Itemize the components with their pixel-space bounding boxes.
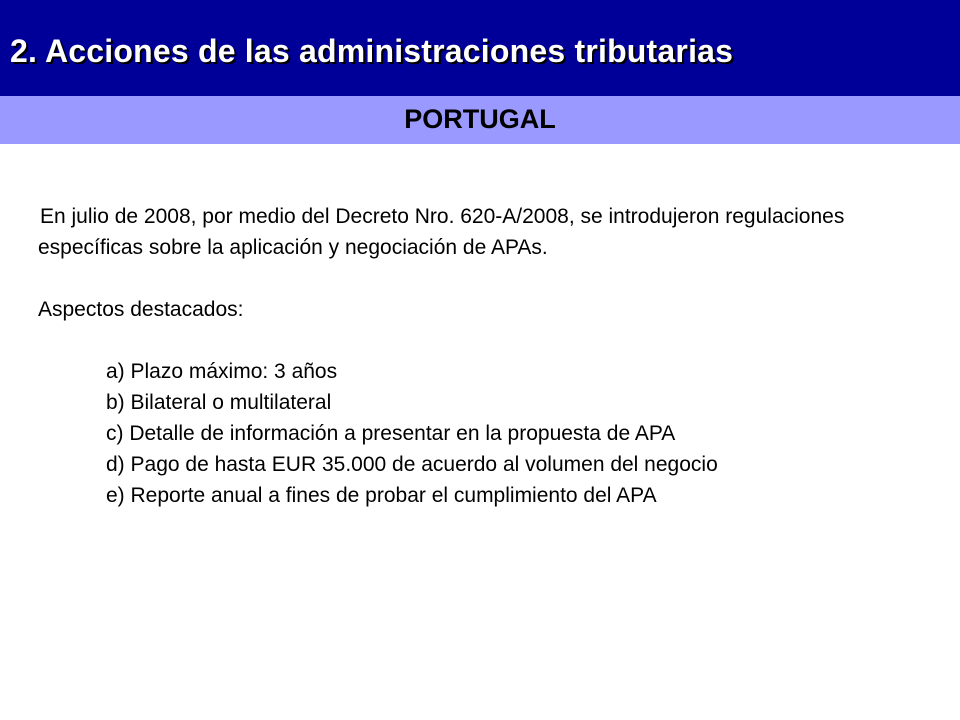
- list-item: e) Reporte anual a fines de probar el cumplimiento del APA: [106, 484, 657, 507]
- list-item: b) Bilateral o multilateral: [106, 391, 332, 414]
- slide-subtitle: PORTUGAL: [404, 104, 556, 134]
- list-item: a) Plazo máximo: 3 años: [106, 360, 338, 383]
- slide-body: [38, 201, 938, 511]
- aspects-heading: Aspectos destacados:: [38, 298, 244, 321]
- aspects-list: [38, 356, 938, 511]
- list-item: d) Pago de hasta EUR 35.000 de acuerdo al volumen del negocio: [106, 453, 718, 476]
- slide-title: 2. Acciones de las administraciones tributarias: [10, 33, 734, 69]
- list-item: c) Detalle de información a presentar en la propuesta de APA: [106, 422, 676, 445]
- intro-paragraph: En julio de 2008, por medio del Decreto Nro. 620-A/2008, se introdujeron regulaciones específicas sobre la aplicación y negociación de APAs.: [38, 205, 845, 259]
